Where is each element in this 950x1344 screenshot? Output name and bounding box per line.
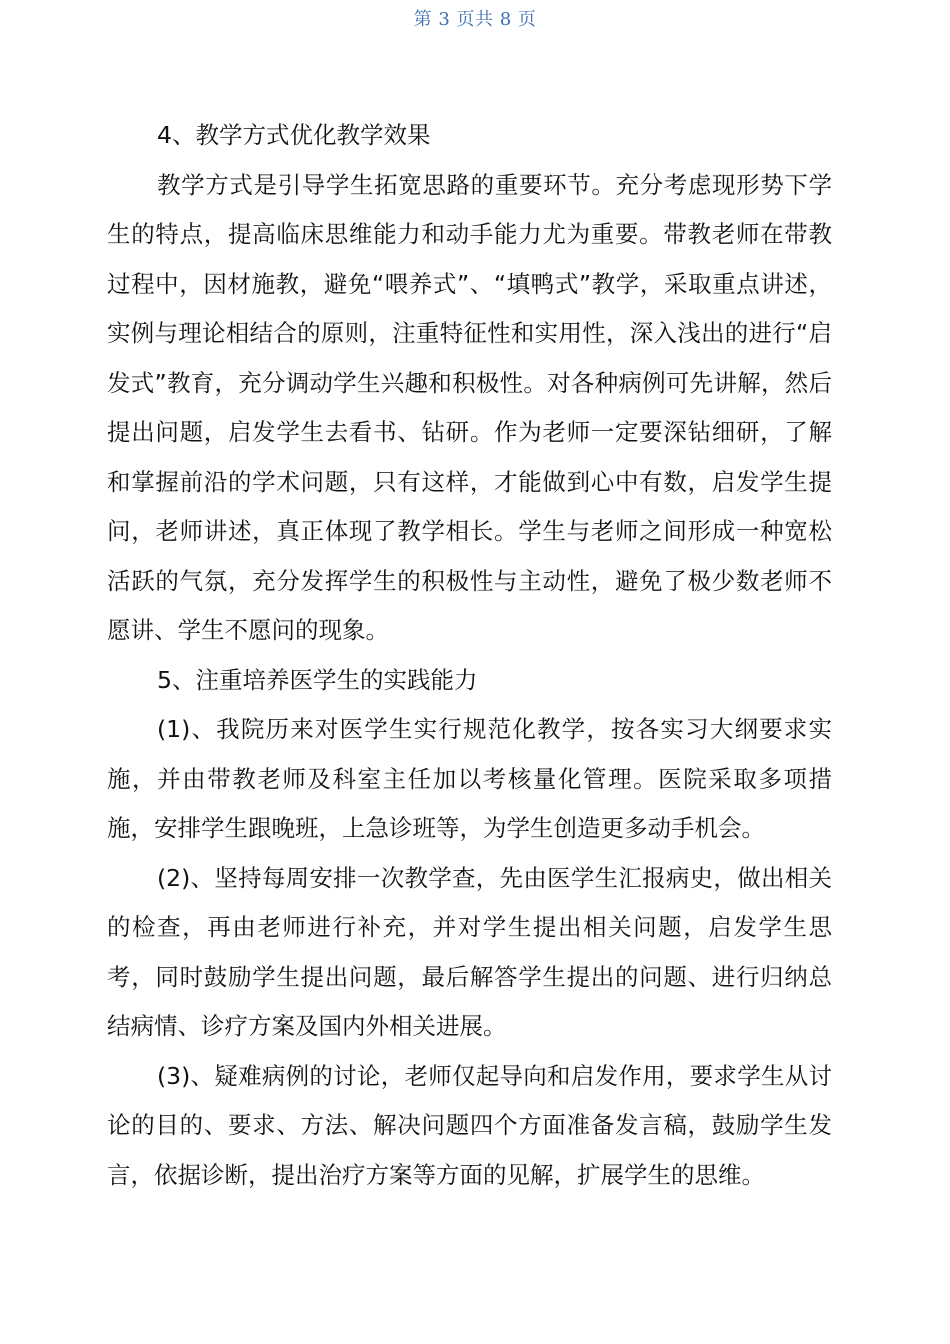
paragraph-item-2: (2)、坚持每周安排一次教学查，先由医学生汇报病史，做出相关的检查，再由老师进行补充，并对学生提出相关问题，启发学生思考，同时鼓励学生提出问题，最后解答学生提出的问题、进行归纳总结病情、诊疗方案及国内外相关进展。 xyxy=(107,863,832,1040)
page-number-header: 第 3 页共 8 页 xyxy=(413,9,537,30)
paragraph-teaching-methods: 教学方式是引导学生拓宽思路的重要环节。充分考虑现形势下学生的特点，提高临床思维能力和动手能力尤为重要。带教老师在带教过程中，因材施教，避免“喂养式”、“填鸭式”教学，采取重点讲述，实例与理论相结合的原则，注重特征性和实用性，深入浅出的进行“启发式”教育，充分调动学生兴趣和积极性。对各种病例可先讲解，然后提出问题，启发学生去看书、钻研。作为老师一定要深钻细研，了解和掌握前沿的学术问题，只有这样，才能做到心中有数，启发学生提问，老师讲述，真正体现了教学相长。学生与老师之间形成一种宽松活跃的气氛，充分发挥学生的积极性与主动性，避免了极少数老师不愿讲、学生不愿问的现象。 xyxy=(107,170,832,644)
section-heading-4: 4、教学方式优化教学效果 xyxy=(157,121,431,149)
document-body xyxy=(107,111,832,1200)
paragraph-item-1: (1)、我院历来对医学生实行规范化教学，按各实习大纲要求实施，并由带教老师及科室主任加以考核量化管理。医院采取多项措施，安排学生跟晚班，上急诊班等，为学生创造更多动手机会。 xyxy=(107,715,832,842)
section-heading-5: 5、注重培养医学生的实践能力 xyxy=(157,665,478,694)
paragraph-item-3: (3)、疑难病例的讨论，老师仅起导向和启发作用，要求学生从讨论的目的、要求、方法、解决问题四个方面准备发言稿，鼓励学生发言，依据诊断，提出治疗方案等方面的见解，扩展学生的思维。 xyxy=(107,1061,832,1189)
